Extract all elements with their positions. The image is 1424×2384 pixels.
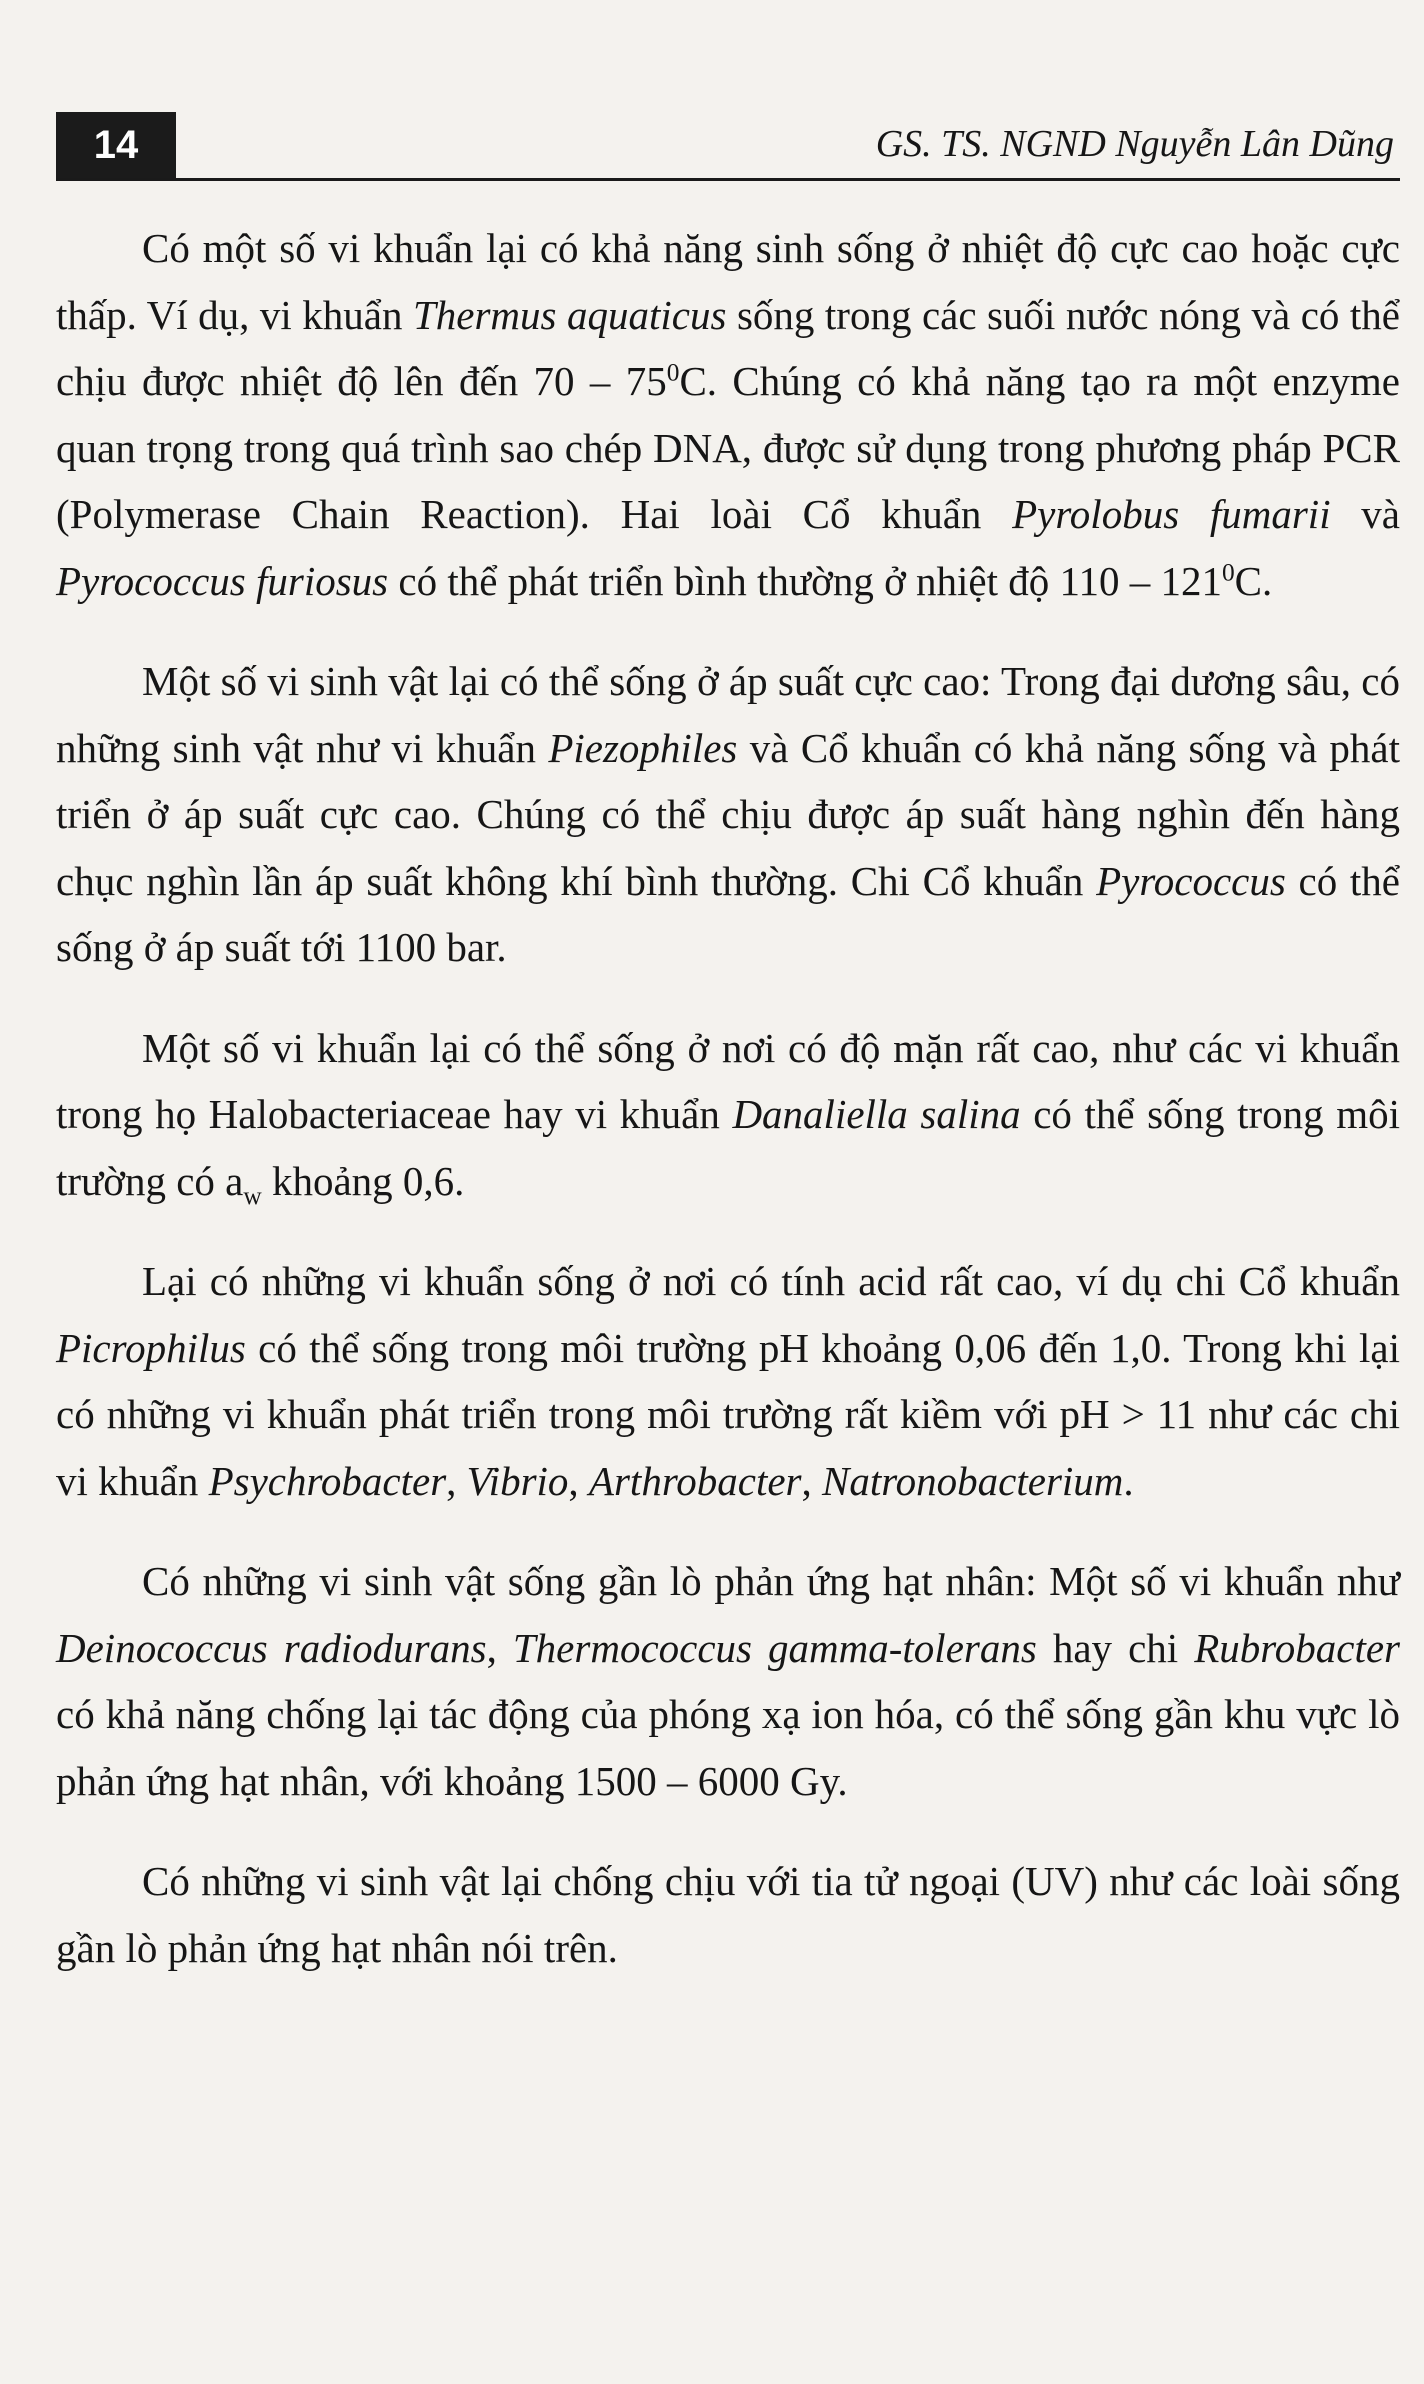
text-run: . — [1123, 1457, 1134, 1504]
text-run: , — [446, 1457, 467, 1504]
italic-term: Danaliella salina — [732, 1091, 1021, 1137]
text-run: Có những vi sinh vật sống gần lò phản ứng hạt nhân: Một số vi khuẩn như — [142, 1558, 1400, 1604]
text-run: Có một số vi khuẩn lại có khả năng sinh sống ở nhiệt độ cực cao hoặc cực thấp. Ví dụ, vi khuẩn — [56, 225, 1400, 338]
italic-term: Pyrococcus furiosus — [56, 557, 389, 604]
text-run: khoảng 0,6. — [261, 1157, 465, 1204]
text-run: sống trong các suối nước nóng và có thể chịu được nhiệt độ lên đến 70 – 75 — [56, 291, 1400, 404]
text-run: Có những vi sinh vật lại chống chịu với tia tử ngoại (UV) như các loài sống gần lò phản ứng hạt nhân nói trên. — [56, 1858, 1400, 1971]
text-run: có thể phát triển bình thường ở nhiệt độ 110 – 121 — [388, 557, 1222, 604]
paragraph-high-pressure — [56, 648, 1400, 981]
italic-term: Deinococcus radiodurans — [56, 1624, 487, 1671]
superscript: 0 — [1221, 557, 1235, 586]
page-number: 14 — [56, 112, 176, 178]
italic-term: Thermus aquaticus — [412, 291, 727, 338]
text-run: C. Chúng có khả năng tạo ra một enzyme quan trọng trong quá trình sao chép DNA, được sử dụng trong phương pháp PCR (Polymerase Chain Reaction). Hai loài Cổ khuẩn — [56, 358, 1400, 537]
italic-term: Vibrio — [466, 1457, 569, 1504]
text-run: có thể sống ở áp suất tới 1100 bar. — [56, 857, 1400, 970]
text-run: có thể sống trong môi trường pH khoảng 0,06 đến 1,0. Trong khi lại có những vi khuẩn phát triển trong môi trường rất kiềm với pH > 11 như các chi vi khuẩn — [56, 1324, 1400, 1504]
text-run: , — [486, 1624, 513, 1671]
paragraph-uv-resistance — [56, 1848, 1400, 1981]
italic-term: Rubrobacter — [1194, 1624, 1400, 1671]
text-run: và Cổ khuẩn có khả năng sống và phát triển ở áp suất cực cao. Chúng có thể chịu được áp suất hàng nghìn đến hàng chục nghìn lần áp suất không khí bình thường. Chi Cổ khuẩn — [56, 724, 1401, 904]
text-run: có khả năng chống lại tác động của phóng xạ ion hóa, có thể sống gần khu vực lò phản ứng hạt nhân, với khoảng 1500 – 6000 Gy. — [56, 1691, 1400, 1804]
italic-term: Pyrococcus — [1096, 857, 1286, 904]
page-header — [56, 112, 1400, 181]
italic-term: Arthrobacter — [588, 1457, 802, 1504]
running-head-author: GS. TS. NGND Nguyễn Lân Dũng — [875, 123, 1394, 165]
subscript: w — [243, 1181, 262, 1210]
italic-term: Picrophilus — [56, 1324, 246, 1371]
text-run: C. — [1234, 557, 1273, 604]
text-run: và — [1330, 491, 1400, 537]
italic-term: Natronobacterium — [822, 1457, 1124, 1504]
italic-term: Pyrolobus fumarii — [1012, 491, 1331, 537]
italic-term: Thermococcus gamma-tolerans — [512, 1624, 1037, 1671]
text-run: Lại có những vi khuẩn sống ở nơi có tính acid rất cao, ví dụ chi Cổ khuẩn — [142, 1258, 1400, 1304]
text-run: hay chi — [1036, 1624, 1195, 1671]
text-run: Một số vi sinh vật lại có thể sống ở áp suất cực cao: Trong đại dương sâu, có những sinh vật như vi khuẩn — [56, 658, 1400, 771]
paragraph-acid-alkaline — [56, 1248, 1400, 1514]
superscript: 0 — [666, 358, 680, 387]
paragraph-radiation — [56, 1548, 1400, 1814]
italic-term: Psychrobacter — [208, 1457, 447, 1504]
paragraph-extreme-temperature — [56, 215, 1400, 614]
text-run: , — [568, 1457, 589, 1504]
text-run: có thể sống trong môi trường có a — [56, 1091, 1401, 1204]
text-run: Một số vi khuẩn lại có thể sống ở nơi có độ mặn rất cao, như các vi khuẩn trong họ Halobacteriaceae hay vi khuẩn — [56, 1024, 1400, 1137]
body-text — [56, 215, 1400, 2015]
paragraph-high-salinity — [56, 1015, 1400, 1215]
text-run: , — [801, 1457, 822, 1504]
italic-term: Piezophiles — [548, 724, 738, 771]
